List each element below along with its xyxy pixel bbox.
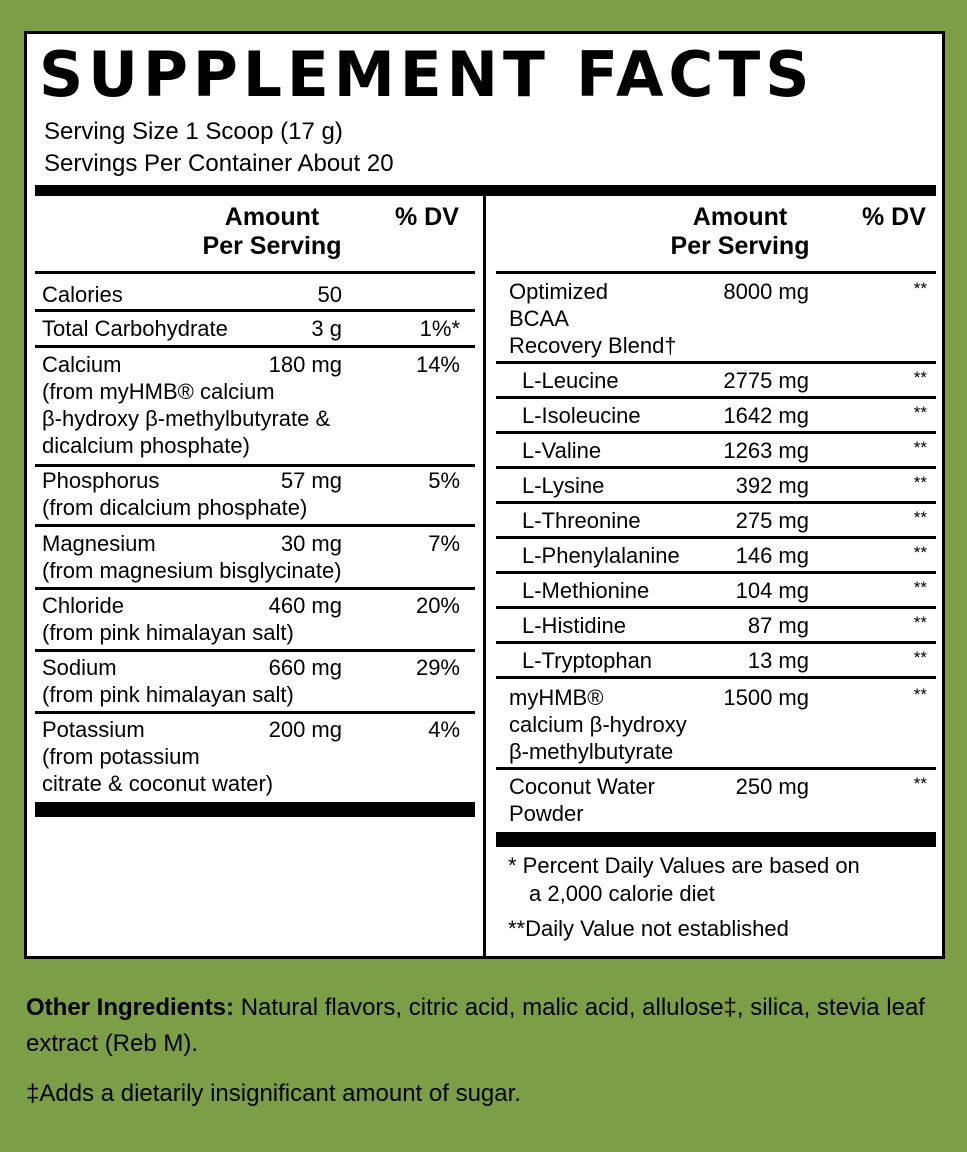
nutrient-name: L-Tryptophan	[522, 648, 653, 673]
nutrient-amount: 660 mg	[268, 655, 342, 680]
left-row-separator	[35, 649, 475, 652]
nutrient-source: (from myHMB® calcium	[42, 379, 275, 404]
left-row-separator	[35, 711, 475, 714]
nutrient-amount: 392 mg	[735, 473, 809, 498]
nutrient-amount: 146 mg	[735, 543, 809, 568]
supplement-facts-panel	[24, 31, 945, 959]
left-row-separator	[35, 309, 475, 312]
nutrient-amount: 250 mg	[735, 774, 809, 799]
nutrient-dv: **	[913, 368, 927, 387]
right-row-separator	[496, 641, 936, 644]
nutrient-dv: 14%	[415, 352, 460, 377]
nutrient-amount: 104 mg	[735, 578, 809, 603]
nutrient-name: Magnesium	[42, 531, 156, 556]
nutrient-name: Calories	[42, 282, 123, 307]
nutrient-source: (from potassium	[42, 744, 200, 769]
left-amount-header-line1: Amount	[224, 203, 320, 231]
nutrient-dv: 1%*	[419, 316, 460, 341]
nutrient-dv: **	[913, 685, 927, 704]
nutrient-name: Coconut Water	[509, 774, 655, 799]
nutrient-name: L-Valine	[522, 438, 602, 463]
nutrient-source: dicalcium phosphate)	[42, 433, 250, 458]
nutrient-amount: 1500 mg	[723, 685, 809, 710]
nutrient-dv: **	[913, 473, 927, 492]
nutrient-dv: **	[913, 508, 927, 527]
left-dv-header: % DV	[395, 203, 459, 231]
left-amount-header	[157, 203, 387, 261]
nutrient-dv: 4%	[428, 717, 460, 742]
other-ingredients-label: Other Ingredients:	[26, 994, 235, 1021]
nutrient-name: myHMB®	[509, 685, 604, 710]
nutrient-name: L-Leucine	[522, 368, 619, 393]
nutrient-dv: **	[913, 403, 927, 422]
nutrient-source: β-hydroxy β-methylbutyrate &	[42, 406, 331, 431]
nutrient-amount: 13 mg	[747, 648, 809, 673]
sugar-note: ‡Adds a dietarily insignificant amount of sugar.	[26, 1080, 521, 1107]
right-amount-header-line2: Per Serving	[670, 232, 810, 260]
left-row-separator	[35, 271, 475, 274]
footnote-dv-line2: a 2,000 calorie diet	[529, 881, 715, 906]
serving-size: Serving Size 1 Scoop (17 g)	[44, 118, 343, 145]
nutrient-source: (from pink himalayan salt)	[42, 620, 294, 645]
nutrient-name: Phosphorus	[42, 468, 160, 493]
nutrient-amount: 50	[317, 282, 342, 307]
left-bottom-thick-rule	[35, 802, 475, 817]
footnote-dv-line1: * Percent Daily Values are based on	[508, 853, 860, 878]
nutrient-amount: 3 g	[311, 316, 342, 341]
nutrient-name: L-Phenylalanine	[522, 543, 680, 568]
nutrient-dv: **	[913, 578, 927, 597]
nutrient-source: Powder	[509, 801, 584, 826]
nutrient-name: L-Threonine	[522, 508, 641, 533]
nutrient-amount: 30 mg	[280, 531, 342, 556]
servings-per-container: Servings Per Container About 20	[44, 150, 394, 177]
right-row-separator	[496, 271, 936, 274]
nutrient-source: BCAA	[509, 306, 569, 331]
right-row-separator	[496, 536, 936, 539]
nutrient-dv: 20%	[415, 593, 460, 618]
nutrient-source: (from pink himalayan salt)	[42, 682, 294, 707]
right-row-separator	[496, 501, 936, 504]
right-row-separator	[496, 396, 936, 399]
right-row-separator	[496, 676, 936, 679]
column-divider	[483, 189, 486, 956]
panel-title: SUPPLEMENT FACTS	[39, 38, 815, 111]
right-row-separator	[496, 571, 936, 574]
nutrient-source: (from magnesium bisglycinate)	[42, 558, 342, 583]
nutrient-dv: 7%	[428, 531, 460, 556]
nutrient-amount: 275 mg	[735, 508, 809, 533]
other-ingredients-text: Natural flavors, citric acid, malic acid, allulose‡, silica, stevia leaf extract (Reb M).	[26, 994, 925, 1057]
nutrient-name: Optimized	[509, 279, 609, 304]
right-bottom-thick-rule	[496, 832, 936, 847]
nutrient-source: (from dicalcium phosphate)	[42, 495, 308, 520]
left-row-separator	[35, 587, 475, 590]
nutrient-name: Total Carbohydrate	[42, 316, 228, 341]
right-row-separator	[496, 767, 936, 770]
nutrient-name: Chloride	[42, 593, 124, 618]
nutrient-dv: **	[913, 279, 927, 298]
footnote-not-established: **Daily Value not established	[508, 916, 789, 941]
nutrient-amount: 87 mg	[747, 613, 809, 638]
nutrient-dv: **	[913, 613, 927, 632]
nutrient-name: L-Lysine	[522, 473, 605, 498]
right-amount-header	[625, 203, 855, 261]
right-row-separator	[496, 606, 936, 609]
nutrient-amount: 180 mg	[268, 352, 342, 377]
nutrient-source: β-methylbutyrate	[509, 739, 674, 764]
nutrient-name: Potassium	[42, 717, 145, 742]
nutrient-name: Calcium	[42, 352, 122, 377]
nutrient-amount: 57 mg	[280, 468, 342, 493]
right-row-separator	[496, 361, 936, 364]
nutrient-amount: 1263 mg	[723, 438, 809, 463]
nutrient-amount: 200 mg	[268, 717, 342, 742]
other-ingredients	[26, 990, 946, 1062]
nutrient-source: calcium β-hydroxy	[509, 712, 687, 737]
nutrient-name: L-Methionine	[522, 578, 650, 603]
nutrient-amount: 460 mg	[268, 593, 342, 618]
nutrient-amount: 1642 mg	[723, 403, 809, 428]
nutrient-amount: 8000 mg	[723, 279, 809, 304]
nutrient-name: L-Histidine	[522, 613, 626, 638]
nutrient-source: Recovery Blend†	[509, 333, 677, 358]
right-row-separator	[496, 431, 936, 434]
right-row-separator	[496, 466, 936, 469]
left-amount-header-line2: Per Serving	[202, 232, 342, 260]
nutrient-name: Sodium	[42, 655, 117, 680]
nutrient-dv: **	[913, 438, 927, 457]
nutrient-amount: 2775 mg	[723, 368, 809, 393]
nutrient-dv: **	[913, 543, 927, 562]
nutrient-name: L-Isoleucine	[522, 403, 641, 428]
right-amount-header-line1: Amount	[692, 203, 788, 231]
right-dv-header: % DV	[862, 203, 926, 231]
nutrient-source: citrate & coconut water)	[42, 771, 274, 796]
left-row-separator	[35, 524, 475, 527]
nutrient-dv: 5%	[428, 468, 460, 493]
left-row-separator	[35, 345, 475, 348]
nutrient-dv: **	[913, 648, 927, 667]
nutrient-dv: **	[913, 774, 927, 793]
nutrient-dv: 29%	[415, 655, 460, 680]
